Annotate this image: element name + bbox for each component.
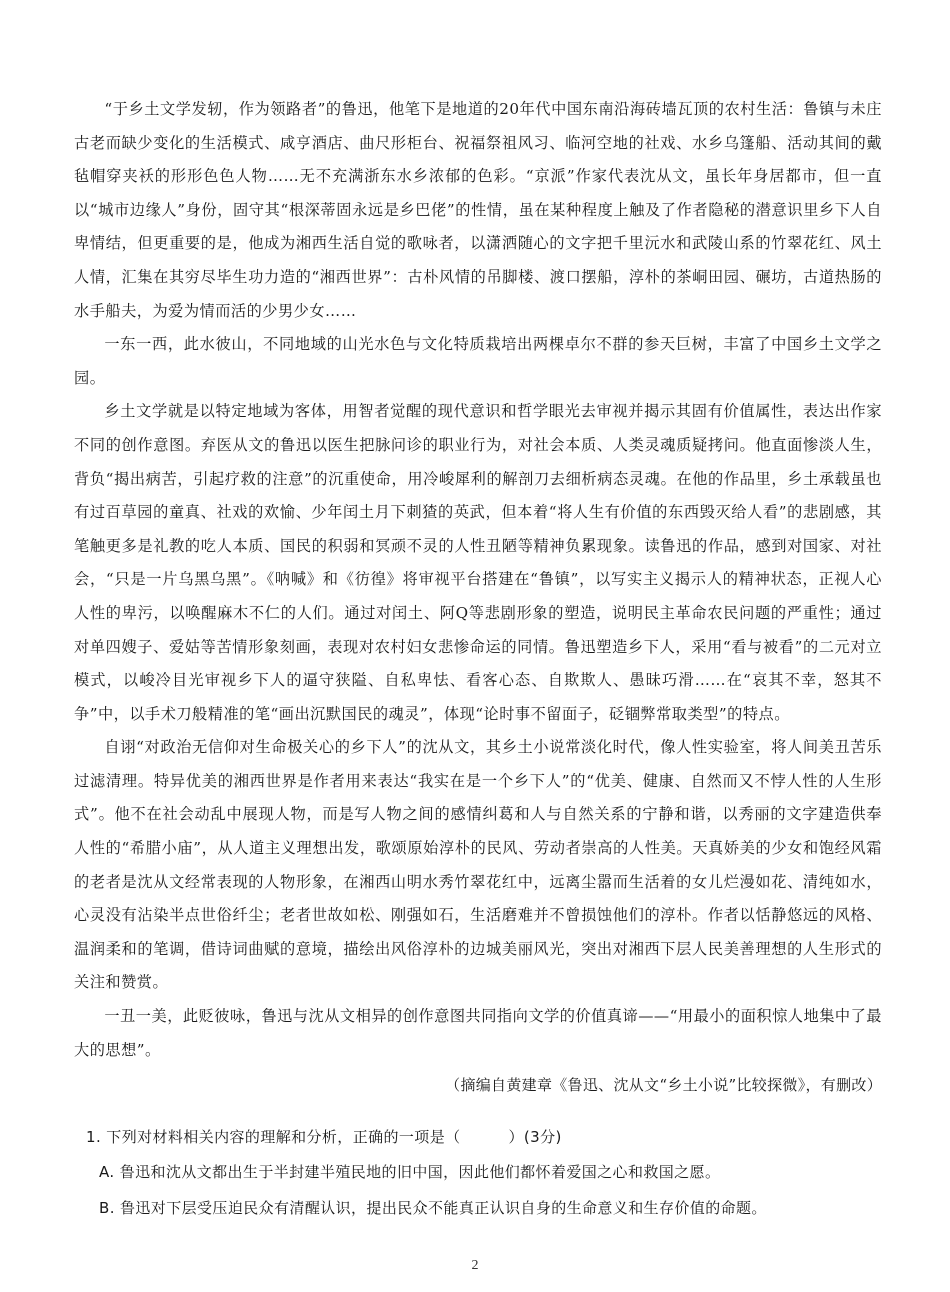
option-b [86,1190,886,1226]
question-number: 1. [86,1128,102,1146]
option-text: 鲁迅和沈从文都出生于半封建半殖民地的旧中国，因此他们都怀着爱国之心和救国之愿。 [119,1163,721,1181]
question-block [86,1120,886,1226]
option-text: 鲁迅对下层受压迫民众有清醒认识，提出民众不能真正认识自身的生命意义和生存价值的命题。 [120,1199,767,1217]
article-paragraph: 一丑一美，此贬彼咏，鲁迅与沈从文相异的创作意图共同指向文学的价值真谛——“用最小的面积惊人地集中了最大的思想”。 [74,1007,882,1059]
article-body [74,93,882,1102]
option-a [86,1154,886,1190]
page-number: 2 [471,1258,479,1273]
option-letter: A. [99,1163,115,1181]
question-stem [86,1120,886,1154]
article-source-citation: （摘编自黄建章《鲁迅、沈从文“乡土小说”比较探微》，有删改） [445,1076,882,1095]
question-score: ）(3分) [508,1128,562,1146]
question-stem-text: 下列对材料相关内容的理解和分析，正确的一项是（ [106,1128,461,1146]
article-paragraph: 乡土文学就是以特定地域为客体，用智者觉醒的现代意识和哲学眼光去审视并揭示其固有价值属性，表达出作家不同的创作意图。弃医从文的鲁迅以医生把脉问诊的职业行为，对社会本质、人类灵魂质疑拷问。他直面惨淡人生，背负“揭出病苦，引起疗救的注意”的沉重使命，用冷峻犀利的解剖刀去细析病态灵魂。在他的作品里，乡土承载虽也有过百草园的童真、社戏的欢愉、少年闰土月下刺猹的英武，但本着“将人生有价值的东西毁灭给人看”的悲剧感，其笔触更多是礼教的吃人本质、国民的积弱和冥顽不灵的人性丑陋等精神负累现象。读鲁迅的作品，感到对国家、对社会，“只是一片乌黑乌黑”。《呐喊》和《彷徨》将审视平台搭建在“鲁镇”，以写实主义揭示人的精神状态，正视人心人性的卑污，以唤醒麻木不仁的人们。通过对闰土、阿Q等悲剧形象的塑造，说明民主革命农民问题的严重性；通过对单四嫂子、爱姑等苦情形象刻画，表现对农村妇女悲惨命运的同情。鲁迅塑造乡下人，采用“看与被看”的二元对立模式，以峻冷目光审视乡下人的逼守狭隘、自私卑怯、看客心态、自欺欺人、愚昧巧滑……在“哀其不幸，怒其不争”中，以手术刀般精准的笔“画出沉默国民的魂灵”，体现“论时事不留面子，砭锢弊常取类型”的特点。 [74,402,882,723]
article-paragraph: “于乡土文学发轫，作为领路者”的鲁迅，他笔下是地道的20年代中国东南沿海砖墙瓦顶的农村生活：鲁镇与未庄古老而缺少变化的生活模式、咸亨酒店、曲尺形柜台、祝福祭祖风习、临河空地的社戏、水乡乌篷船、活动其间的戴毡帽穿夹袄的形形色色人物……无不充满浙东水乡浓郁的色彩。“京派”作家代表沈从文，虽长年身居都市，但一直以“城市边缘人”身份，固守其“根深蒂固永远是乡巴佬”的性情，虽在某种程度上触及了作者隐秘的潜意识里乡下人自卑情结，但更重要的是，他成为湘西生活自觉的歌咏者，以潇洒随心的文字把千里沅水和武陵山系的竹翠花红、风土人情，汇集在其穷尽毕生功力造的“湘西世界”：古朴风情的吊脚楼、渡口摆船，淳朴的茶峒田园、碾坊，古道热肠的水手船夫，为爱为情而活的少男少女…… [74,100,882,320]
article-paragraph: 一东一西，此水彼山，不同地域的山光水色与文化特质栽培出两棵卓尔不群的参天巨树，丰富了中国乡土文学之园。 [74,335,882,387]
option-letter: B. [99,1199,115,1217]
article-paragraph: 自诩“对政治无信仰对生命极关心的乡下人”的沈从文，其乡土小说常淡化时代，像人性实验室，将人间美丑苦乐过滤清理。特异优美的湘西世界是作者用来表达“我实在是一个乡下人”的“优美、健康、自然而又不悖人性的人生形式”。他不在社会动乱中展现人物，而是写人物之间的感情纠葛和人与自然关系的宁静和谐，以秀丽的文字建造供奉人性的“希腊小庙”，从人道主义理想出发，歌颂原始淳朴的民风、劳动者崇高的人性美。天真娇美的少女和饱经风霜的老者是沈从文经常表现的人物形象，在湘西山明水秀竹翠花红中，远离尘嚣而生活着的女儿烂漫如花、清纯如水，心灵没有沾染半点世俗纤尘；老者世故如松、刚强如石，生活磨难并不曾损蚀他们的淳朴。作者以恬静悠远的风格、温润柔和的笔调，借诗词曲赋的意境，描绘出风俗淳朴的边城美丽风光，突出对湘西下层人民美善理想的人生形式的关注和赞赏。 [74,738,882,992]
